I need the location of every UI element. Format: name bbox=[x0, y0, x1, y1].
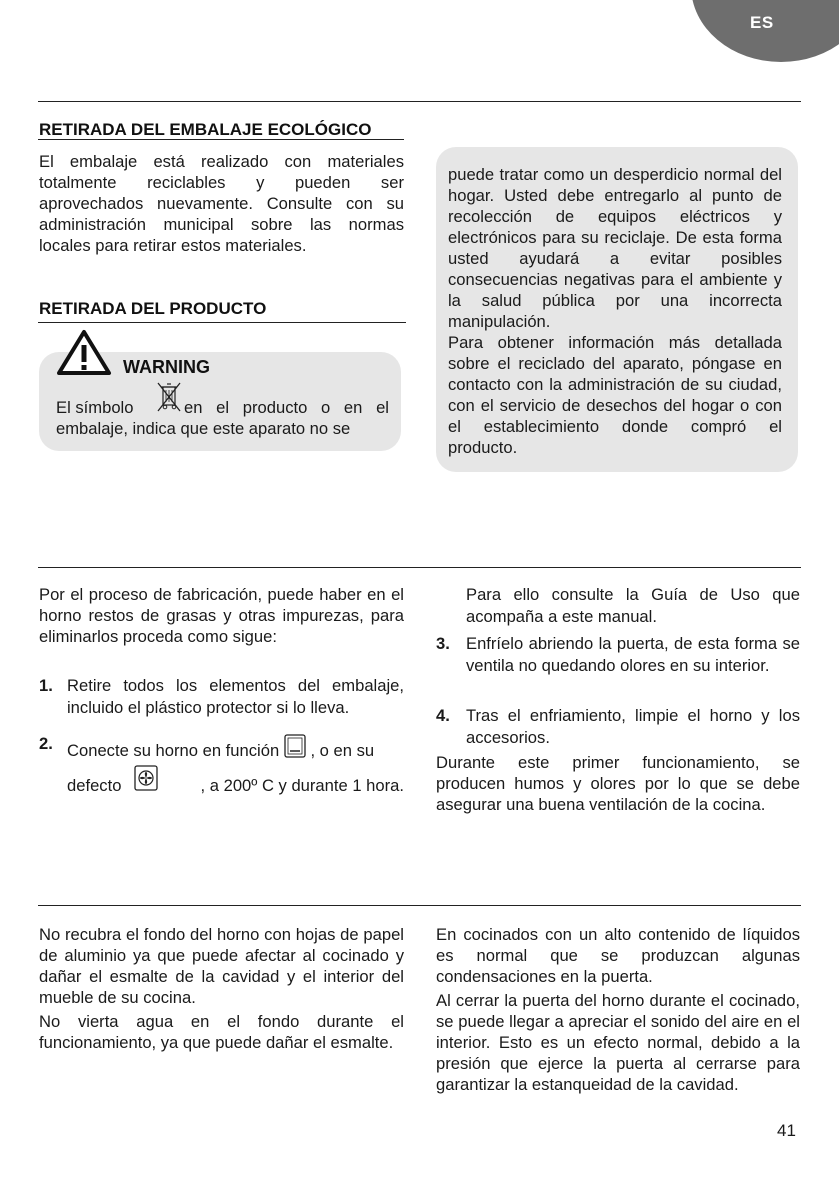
warning-text-rest: en el producto o en el embalaje, indica que este aparato no se bbox=[56, 398, 389, 438]
fan-function-icon bbox=[134, 765, 158, 791]
step-3-text: Enfríelo abriendo la puerta, de esta forma se ventila no quedando olores en su interior. bbox=[466, 634, 800, 675]
section-title-packaging: RETIRADA DEL EMBALAJE ECOLÓGICO bbox=[39, 120, 372, 139]
step-2-line-2 bbox=[67, 765, 404, 796]
language-tab bbox=[691, 0, 839, 62]
section-divider-middle bbox=[38, 567, 801, 568]
weee-paragraph-2: Para obtener información más detallada sobre el reciclado del aparato, póngase en contacto con la administración de su ciudad, con el servicio de desechos del hogar o con el establecimiento donde compró el producto. bbox=[448, 333, 782, 457]
step-1 bbox=[39, 675, 404, 719]
step-2-text-a: Conecte su horno en función bbox=[67, 741, 280, 760]
step-1-text: Retire todos los elementos del embalaje, incluido el plástico protector si lo lleva. bbox=[67, 676, 404, 717]
step-3 bbox=[436, 633, 800, 677]
step-2-number: 2. bbox=[39, 734, 53, 753]
step-2-text-c: defecto bbox=[67, 776, 122, 795]
warning-text-start: El símbolo bbox=[56, 398, 134, 417]
step-4-number: 4. bbox=[436, 706, 450, 725]
heading-underline bbox=[38, 322, 406, 323]
first-use-closing: Durante este primer funcionamiento, se producen humos y olores por lo que se debe asegurar una buena ventilación de la cocina. bbox=[436, 753, 800, 814]
care-left-paragraph-1: No recubra el fondo del horno con hojas de papel de aluminio ya que puede afectar al cocinado y dañar el esmalte de la cavidad y el interior del mueble de su cocina. bbox=[39, 925, 404, 1007]
warning-triangle-icon bbox=[56, 329, 112, 376]
language-label: ES bbox=[750, 13, 774, 32]
care-right-paragraph-2: Al cerrar la puerta del horno durante el cocinado, se puede llegar a apreciar el sonido del aire en el interior. Esto es un efecto normal, debido a la presión que ejerce la puerta al cerrarse para garantizar la estanqueidad de la cavidad. bbox=[436, 991, 800, 1094]
first-use-intro: Por el proceso de fabricación, puede haber en el horno restos de grasas y otras impurezas, para eliminarlos proceda como sigue: bbox=[39, 585, 404, 646]
section-title-product: RETIRADA DEL PRODUCTO bbox=[39, 299, 267, 318]
step-4-text: Tras el enfriamiento, limpie el horno y los accesorios. bbox=[466, 706, 800, 747]
page-number: 41 bbox=[777, 1121, 796, 1140]
step-1-number: 1. bbox=[39, 676, 53, 695]
care-right-paragraph-1: En cocinados con un alto contenido de líquidos es normal que se produzcan algunas condensaciones en la puerta. bbox=[436, 925, 800, 986]
warning-label: WARNING bbox=[123, 357, 210, 377]
heading-underline bbox=[38, 139, 404, 140]
step-2-text-b: , o en su bbox=[310, 741, 375, 760]
section-divider-bottom bbox=[38, 905, 801, 906]
step-2-continuation: Para ello consulte la Guía de Uso que acompaña a este manual. bbox=[466, 585, 800, 626]
section-divider-top bbox=[38, 101, 801, 102]
care-left-paragraph-2: No vierta agua en el fondo durante el funcionamiento, ya que puede dañar el esmalte. bbox=[39, 1012, 404, 1052]
step-4 bbox=[436, 705, 800, 749]
step-3-number: 3. bbox=[436, 634, 450, 653]
weee-paragraph-1: puede tratar como un desperdicio normal del hogar. Usted debe entregarlo al punto de recolección de equipos eléctricos y electrónicos para su reciclaje. De esta forma usted ayudará a evitar posibles consecuencias negativas para el ambiente y la salud pública por una incorrecta manipulación. bbox=[448, 165, 782, 331]
step-2-line-1 bbox=[67, 734, 404, 761]
step-2-text-d: , a 200º C y durante 1 hora. bbox=[200, 776, 404, 795]
packaging-paragraph: El embalaje está realizado con materiales totalmente reciclables y pueden ser aprovechados nuevamente. Consulte con su administración municipal sobre las normas locales para retirar estos materiales. bbox=[39, 152, 404, 255]
oven-function-icon bbox=[284, 734, 306, 758]
